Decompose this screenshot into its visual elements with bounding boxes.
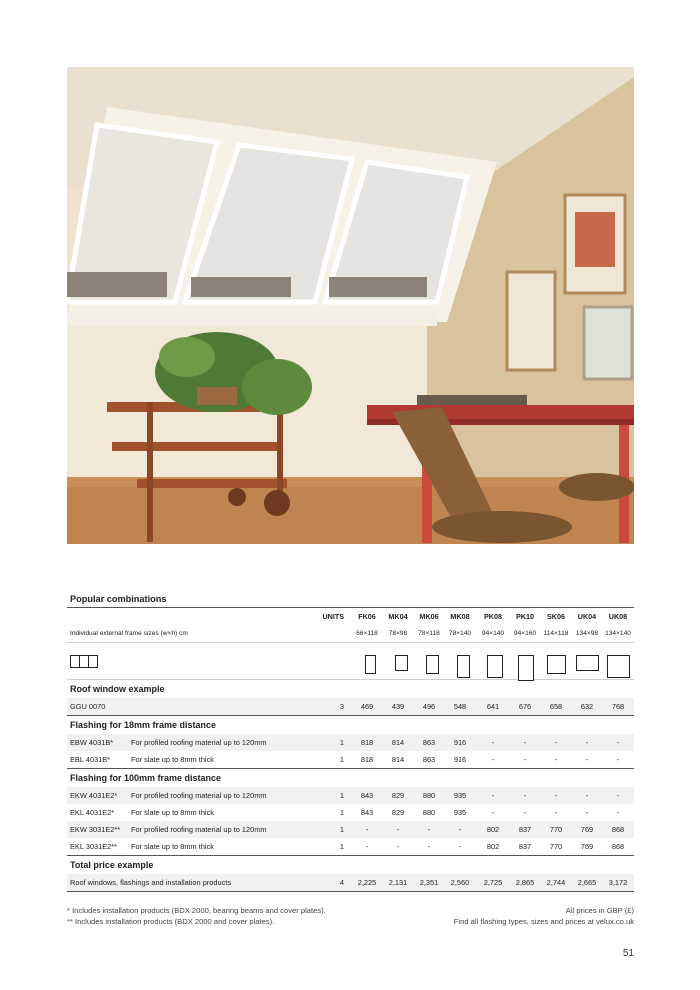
frame-size-cells <box>67 625 634 642</box>
units-header: UNITS <box>322 612 344 621</box>
price-cell: - <box>523 791 527 800</box>
price-cell: 769 <box>580 842 594 851</box>
frame-size: 78×98 <box>388 630 408 637</box>
units-cell: 1 <box>339 755 344 764</box>
product-description: For profiled roofing material up to 120mm <box>131 791 267 800</box>
price-cell: 829 <box>391 808 405 817</box>
table-title: Popular combinations <box>67 592 634 608</box>
price-cell: - <box>491 808 495 817</box>
frame-size: 94×160 <box>513 630 537 637</box>
product-code: EKW 4031E2* <box>70 791 118 800</box>
price-cell: 2,744 <box>546 878 566 887</box>
product-code: EKL 3031E2** <box>70 842 117 851</box>
price-cell: 496 <box>422 702 436 711</box>
size-header: MK08 <box>450 612 470 621</box>
price-cell: - <box>616 808 620 817</box>
price-cell: 632 <box>580 702 594 711</box>
price-cell: - <box>616 791 620 800</box>
table-row <box>67 734 634 751</box>
row-cells <box>67 838 634 855</box>
price-cell: 880 <box>422 791 436 800</box>
frame-size: 134×98 <box>575 630 599 637</box>
price-cell: 2,351 <box>419 878 439 887</box>
price-info <box>454 906 634 927</box>
price-cell: 769 <box>580 825 594 834</box>
units-cell: 1 <box>339 842 344 851</box>
price-cell: - <box>554 808 558 817</box>
footnote: ** Includes installation products (BDX 2000 and cover plates). <box>67 916 275 926</box>
price-cell: - <box>458 825 462 834</box>
price-cell: 814 <box>391 755 405 764</box>
product-description: For slate up to 8mm thick <box>131 755 214 764</box>
price-cell: - <box>554 791 558 800</box>
price-cell: - <box>554 755 558 764</box>
product-description: For profiled roofing material up to 120mm <box>131 825 267 834</box>
product-code: EKW 3031E2** <box>70 825 121 834</box>
frame-size: 66×118 <box>356 630 378 637</box>
price-cell: 868 <box>611 825 625 834</box>
price-cell: 802 <box>486 842 500 851</box>
price-cell: - <box>427 842 431 851</box>
currency-note: All prices in GBP (£) <box>565 906 634 915</box>
frame-size: 78×118 <box>418 630 440 637</box>
frame-size: 94×140 <box>481 630 505 637</box>
price-cell: - <box>396 825 400 834</box>
size-header: FK06 <box>358 612 376 621</box>
price-cell: 818 <box>360 738 374 747</box>
table-bottom-rule <box>67 891 634 892</box>
price-cell: 829 <box>391 791 405 800</box>
header-cells <box>67 608 634 625</box>
price-cell: - <box>616 755 620 764</box>
size-header: PK10 <box>516 612 534 621</box>
frame-size: 78×140 <box>448 630 472 637</box>
table-row <box>67 821 634 838</box>
price-cell: - <box>458 842 462 851</box>
triple-window-icon <box>88 655 98 668</box>
price-cell: 880 <box>422 808 436 817</box>
price-cell: 641 <box>486 702 500 711</box>
price-cell: - <box>523 755 527 764</box>
window-size-icon <box>457 655 470 678</box>
price-cell: 868 <box>611 842 625 851</box>
product-code: GGU 0070 <box>70 702 106 711</box>
price-cell: 768 <box>611 702 625 711</box>
size-header: UK08 <box>608 612 628 621</box>
price-cell: - <box>585 791 589 800</box>
price-cell: 770 <box>549 842 563 851</box>
window-size-icon <box>518 655 534 681</box>
section-title: Roof window example <box>70 684 165 694</box>
price-cell: - <box>491 791 495 800</box>
price-cell: 3,172 <box>608 878 628 887</box>
price-cell: - <box>585 808 589 817</box>
table-row <box>67 838 634 855</box>
row-cells <box>67 821 634 838</box>
price-cell: - <box>427 825 431 834</box>
row-cells <box>67 734 634 751</box>
row-cells <box>67 874 634 891</box>
price-cell: 837 <box>518 825 532 834</box>
price-cell: 548 <box>453 702 467 711</box>
units-cell: 3 <box>339 702 344 711</box>
units-cell: 1 <box>339 791 344 800</box>
product-code: EBL 4031B* <box>70 755 110 764</box>
product-code: Roof windows, flashings and installation products <box>70 878 232 887</box>
price-cell: 935 <box>453 791 467 800</box>
price-cell: 658 <box>549 702 563 711</box>
price-cell: - <box>523 738 527 747</box>
window-size-icon <box>395 655 408 671</box>
section-title: Flashing for 100mm frame distance <box>67 768 634 787</box>
row-cells <box>67 751 634 768</box>
price-cell: - <box>616 738 620 747</box>
product-code: EKL 4031E2* <box>70 808 115 817</box>
table-row <box>67 874 634 891</box>
units-cell: 1 <box>339 738 344 747</box>
product-description: For slate up to 8mm thick <box>131 808 214 817</box>
row-cells <box>67 698 634 715</box>
price-cell: 935 <box>453 808 467 817</box>
price-cell: 863 <box>422 738 436 747</box>
price-cell: - <box>365 842 369 851</box>
size-header: SK06 <box>547 612 565 621</box>
price-cell: - <box>396 842 400 851</box>
price-cell: - <box>523 808 527 817</box>
price-cell: 843 <box>360 791 374 800</box>
header-row <box>67 608 634 625</box>
section-title: Total price example <box>67 855 634 874</box>
frame-size: 114×118 <box>543 630 569 637</box>
frame-size: 134×140 <box>605 630 631 637</box>
website-note[interactable]: Find all flashing types, sizes and prices at velux.co.uk <box>453 916 634 926</box>
row-cells <box>67 804 634 821</box>
price-cell: 843 <box>360 808 374 817</box>
price-cell: 2,865 <box>515 878 535 887</box>
window-size-icon <box>365 655 376 674</box>
price-cell: - <box>585 738 589 747</box>
price-cell: 818 <box>360 755 374 764</box>
page-number: 51 <box>622 948 634 959</box>
price-cell: - <box>585 755 589 764</box>
price-cell: 2,725 <box>483 878 503 887</box>
price-cell: 2,131 <box>388 878 408 887</box>
row-cells <box>67 787 634 804</box>
price-cell: 916 <box>453 738 467 747</box>
price-cell: - <box>554 738 558 747</box>
window-size-icons <box>67 643 634 680</box>
table-row <box>67 804 634 821</box>
table-row <box>67 787 634 804</box>
size-header: UK04 <box>577 612 597 621</box>
price-cell: - <box>491 755 495 764</box>
room-photo <box>67 67 634 544</box>
window-size-icon <box>426 655 439 674</box>
window-size-icon <box>487 655 503 678</box>
price-cell: - <box>365 825 369 834</box>
price-table <box>67 592 634 892</box>
window-size-icon <box>576 655 599 671</box>
price-cell: 469 <box>360 702 374 711</box>
window-size-icon <box>547 655 566 674</box>
table-sections <box>67 680 634 892</box>
window-size-icon <box>607 655 630 678</box>
product-description: For profiled roofing material up to 120mm <box>131 738 267 747</box>
price-cell: 837 <box>518 842 532 851</box>
frame-size-row <box>67 625 634 643</box>
price-cell: - <box>491 738 495 747</box>
price-cell: 802 <box>486 825 500 834</box>
price-cell: 770 <box>549 825 563 834</box>
footnote-list <box>67 906 326 927</box>
price-cell: 2,560 <box>450 878 470 887</box>
price-cell: 439 <box>391 702 405 711</box>
product-description: For slate up to 8mm thick <box>131 842 214 851</box>
frame-size-label: Individual external frame sizes (w×h) cm <box>70 630 188 637</box>
price-cell: 916 <box>453 755 467 764</box>
price-cell: 2,665 <box>577 878 597 887</box>
size-header: MK06 <box>419 612 439 621</box>
table-row <box>67 698 634 715</box>
price-cell: 676 <box>518 702 532 711</box>
table-row <box>67 751 634 768</box>
units-cell: 4 <box>339 878 344 887</box>
units-cell: 1 <box>339 825 344 834</box>
price-cell: 814 <box>391 738 405 747</box>
section-title: Flashing for 18mm frame distance <box>67 715 634 734</box>
price-cell: 863 <box>422 755 436 764</box>
size-header: PK08 <box>484 612 502 621</box>
size-header: MK04 <box>388 612 408 621</box>
price-cell: 2,225 <box>357 878 377 887</box>
units-cell: 1 <box>339 808 344 817</box>
product-code: EBW 4031B* <box>70 738 114 747</box>
footnote: * Includes installation products (BDX 2000, bearing beams and cover plates). <box>67 906 326 915</box>
